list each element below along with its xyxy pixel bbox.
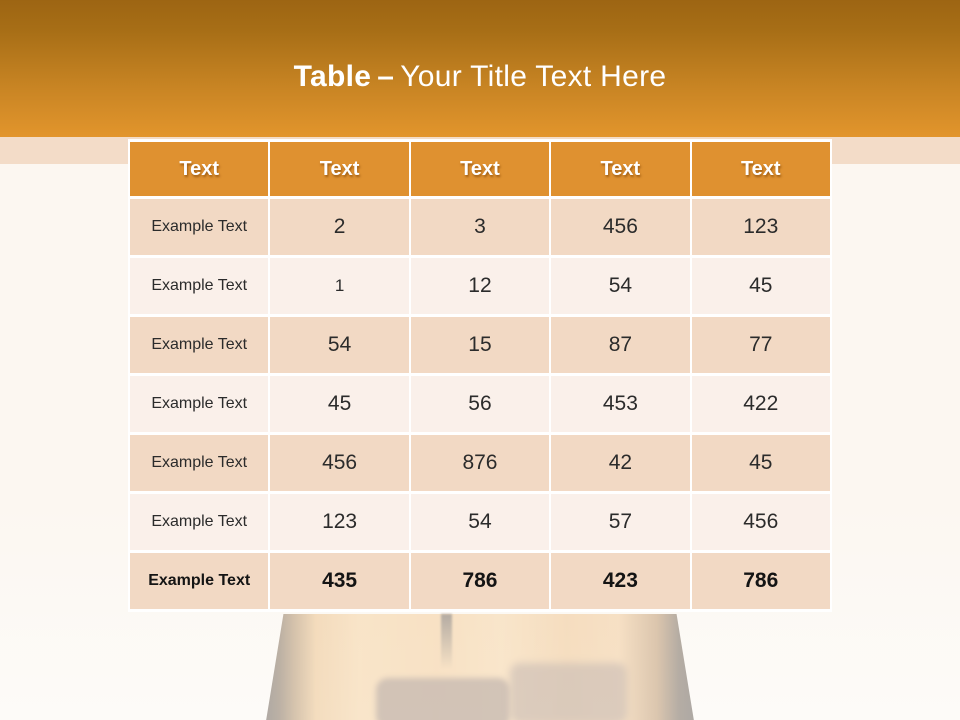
- title-banner: [0, 0, 960, 137]
- amber-glass-image: [264, 614, 696, 720]
- value-cell: 87: [551, 317, 689, 373]
- value-cell: 456: [270, 435, 408, 491]
- header-row: [130, 142, 830, 196]
- table-body: [130, 199, 830, 609]
- ice-cube-shape: [510, 663, 627, 720]
- value-cell: 12: [411, 258, 549, 314]
- row-label-cell: Example Text: [130, 317, 268, 373]
- value-cell: 57: [551, 494, 689, 550]
- ice-cube-shape: [376, 678, 510, 720]
- title-separator: –: [377, 59, 395, 93]
- data-table: [128, 139, 832, 612]
- table-row: [130, 494, 830, 550]
- value-cell: 77: [692, 317, 830, 373]
- row-label-cell: Example Text: [130, 553, 268, 609]
- row-label-cell: Example Text: [130, 435, 268, 491]
- header-cell: Text: [692, 142, 830, 196]
- value-cell: 1: [270, 258, 408, 314]
- title-keyword: Table: [293, 59, 372, 93]
- value-cell: 45: [692, 435, 830, 491]
- value-cell: 45: [270, 376, 408, 432]
- value-cell: 123: [692, 199, 830, 255]
- value-cell: 456: [692, 494, 830, 550]
- table-row: [130, 553, 830, 609]
- value-cell: 123: [270, 494, 408, 550]
- header-cell: Text: [130, 142, 268, 196]
- table-row: [130, 317, 830, 373]
- value-cell: 876: [411, 435, 549, 491]
- slide-title: [294, 44, 667, 94]
- value-cell: 786: [692, 553, 830, 609]
- title-text: Your Title Text Here: [400, 59, 667, 93]
- value-cell: 56: [411, 376, 549, 432]
- value-cell: 423: [551, 553, 689, 609]
- header-cell: Text: [551, 142, 689, 196]
- value-cell: 45: [692, 258, 830, 314]
- glass-body-shape: [264, 614, 696, 720]
- value-cell: 456: [551, 199, 689, 255]
- value-cell: 453: [551, 376, 689, 432]
- value-cell: 435: [270, 553, 408, 609]
- value-cell: 786: [411, 553, 549, 609]
- value-cell: 54: [411, 494, 549, 550]
- table-row: [130, 258, 830, 314]
- table-row: [130, 376, 830, 432]
- table-row: [130, 199, 830, 255]
- row-label-cell: Example Text: [130, 494, 268, 550]
- table-row: [130, 435, 830, 491]
- row-label-cell: Example Text: [130, 376, 268, 432]
- value-cell: 422: [692, 376, 830, 432]
- header-cell: Text: [411, 142, 549, 196]
- glass-dark-streak: [441, 614, 452, 669]
- value-cell: 2: [270, 199, 408, 255]
- value-cell: 54: [551, 258, 689, 314]
- row-label-cell: Example Text: [130, 258, 268, 314]
- value-cell: 15: [411, 317, 549, 373]
- value-cell: 54: [270, 317, 408, 373]
- value-cell: 3: [411, 199, 549, 255]
- value-cell: 42: [551, 435, 689, 491]
- row-label-cell: Example Text: [130, 199, 268, 255]
- table-header: [130, 142, 830, 196]
- header-cell: Text: [270, 142, 408, 196]
